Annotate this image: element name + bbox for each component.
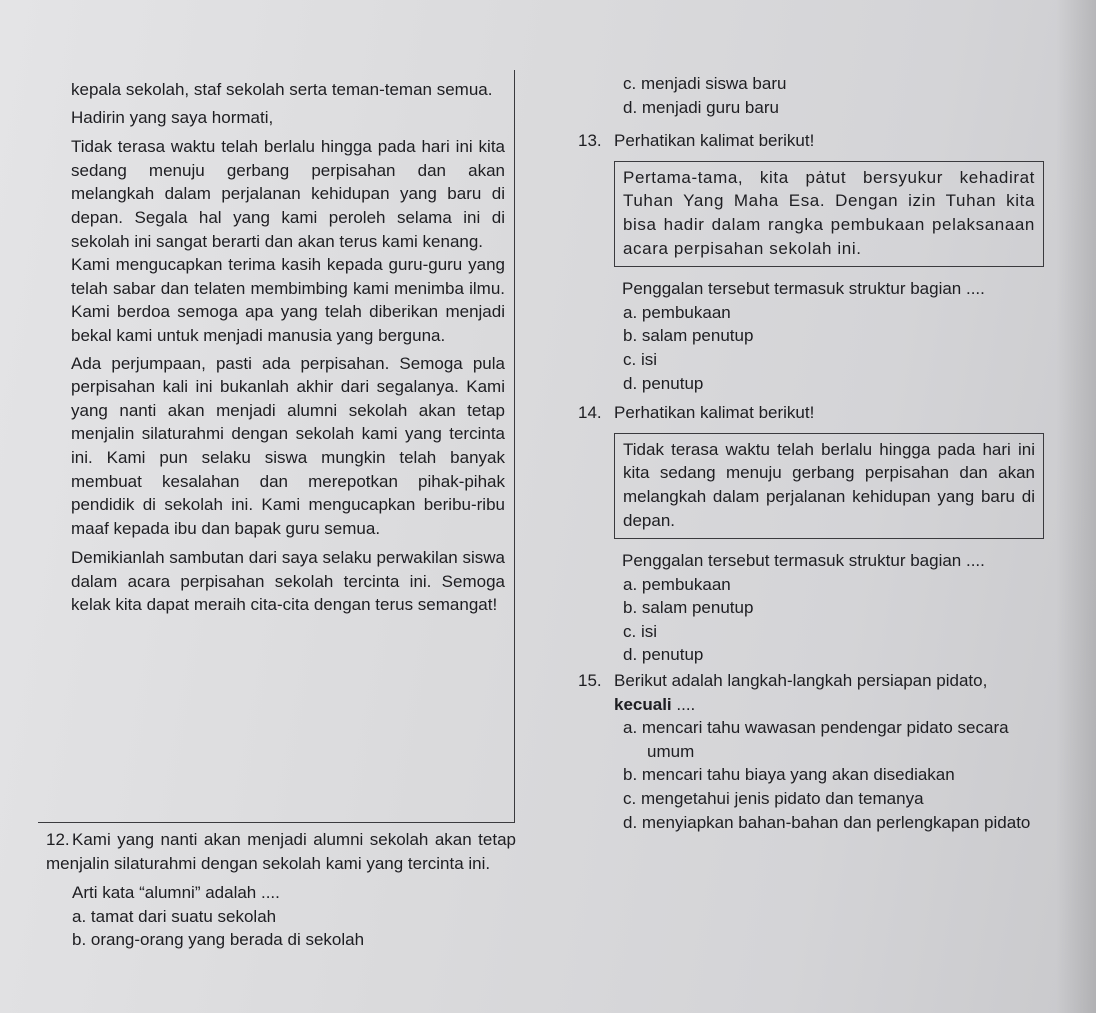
question-14-number: 14. xyxy=(578,403,602,423)
question-12-option-a[interactable]: a. tamat dari suatu sekolah xyxy=(72,906,277,926)
question-14-option-d[interactable]: d. penutup xyxy=(623,645,704,665)
speech-paragraph-4: Kami mengucapkan terima kasih kepada guru-guru yang telah sabar dan telaten membimbing kami menimba ilmu. Kami berdoa semoga apa yang telah diberikan menjadi bekal kami untuk menjadi manusia yang berguna. xyxy=(71,255,505,345)
question-13-option-d[interactable]: d. penutup xyxy=(623,373,704,393)
question-15-question xyxy=(578,669,1048,716)
speech-paragraph-6: Demikianlah sambutan dari saya selaku perwakilan siswa dalam acara perpisahan sekolah tercinta ini. Semoga kelak kita dapat meraih cita-cita dengan terus semangat! xyxy=(71,548,505,615)
question-13-number: 13. xyxy=(578,131,602,151)
question-12-sentence xyxy=(46,828,516,875)
question-14-option-b[interactable]: b. salam penutup xyxy=(623,598,754,618)
speech-paragraph-3: Tidak terasa waktu telah berlalu hingga pada hari ini kita sedang menuju gerbang perpisahan dan akan melangkah dalam perjalanan kehidupan yang baru di depan. Segala hal yang kami peroleh selama ini di sekolah ini sangat berarti dan akan terus kami kenang. xyxy=(71,137,505,251)
question-14-prompt-text: Perhatikan kalimat berikut! xyxy=(614,403,815,423)
question-15-question-start: Berikut adalah langkah-langkah persiapan pidato, xyxy=(614,671,988,691)
question-14-question: Penggalan tersebut termasuk struktur bagian .... xyxy=(622,551,985,571)
question-15-question-end: .... xyxy=(671,694,696,714)
question-13-option-a[interactable]: a. pembukaan xyxy=(623,302,731,322)
speech-paragraph-2: Hadirin yang saya hormati, xyxy=(71,107,274,127)
question-12-sentence-text: Kami yang nanti akan menjadi alumni sekolah akan tetap menjalin silaturahmi dengan sekolah kami yang tercinta ini. xyxy=(46,830,516,873)
speech-paragraph-5: Ada perjumpaan, pasti ada perpisahan. Semoga pula perpisahan kali ini bukanlah akhir dari segalanya. Kami yang nanti akan menjadi alumni sekolah akan tetap menjalin silaturahmi dengan sekolah kami yang tercinta ini. Kami pun selaku siswa mungkin telah banyak membuat kesalahan dan merepotkan pihak-pihak pendidik di sekolah ini. Kami mengucapkan beribu-ribu maaf kepada ibu dan bapak guru semua. xyxy=(71,353,505,538)
question-15-option-c[interactable]: c. mengetahui jenis pidato dan temanya xyxy=(623,789,924,809)
question-12 xyxy=(46,828,516,952)
speech-paragraph-1: kepala sekolah, staf sekolah serta teman-teman semua. xyxy=(71,80,493,99)
right-column xyxy=(578,72,1048,834)
question-12-option-b[interactable]: b. orang-orang yang berada di sekolah xyxy=(72,930,365,950)
question-12-number: 12. xyxy=(46,830,70,849)
question-13-option-b[interactable]: b. salam penutup xyxy=(623,326,754,346)
question-15-option-d[interactable]: d. menyiapkan bahan-bahan dan perlengkapan pidato xyxy=(623,812,1031,832)
question-14-quote-box: Tidak terasa waktu telah berlalu hingga pada hari ini kita sedang menuju gerbang perpisahan dan akan melangkah dalam perjalanan kehidupan yang baru di depan. xyxy=(614,433,1044,539)
question-15-option-a[interactable]: a. mencari tahu wawasan pendengar pidato secara umum xyxy=(623,718,1009,761)
page-shadow xyxy=(1056,0,1096,1013)
question-13-prompt xyxy=(578,129,1048,153)
question-15-option-b[interactable]: b. mencari tahu biaya yang akan disediakan xyxy=(623,765,955,785)
speech-text xyxy=(71,78,505,617)
question-14-option-a[interactable]: a. pembukaan xyxy=(623,574,731,594)
question-13-prompt-text: Perhatikan kalimat berikut! xyxy=(614,131,815,151)
question-13-quote-box: Pertama-tama, kita pȧtut bersyukur kehadirat Tuhan Yang Maha Esa. Dengan izin Tuhan kita bisa hadir dalam rangka pembukaan pelaksanaan acara perpisahan sekolah ini. xyxy=(614,161,1044,267)
question-12-option-d[interactable]: d. menjadi guru baru xyxy=(623,97,779,117)
question-12-question: Arti kata “alumni” adalah .... xyxy=(72,883,280,903)
question-13-question: Penggalan tersebut termasuk struktur bagian .... xyxy=(622,279,985,299)
question-14-option-c[interactable]: c. isi xyxy=(623,621,657,641)
question-15-number: 15. xyxy=(578,671,602,691)
question-12-option-c[interactable]: c. menjadi siswa baru xyxy=(623,74,787,93)
question-14-prompt xyxy=(578,401,1048,425)
question-15-question-bold: kecuali xyxy=(614,694,672,714)
question-13-option-c[interactable]: c. isi xyxy=(623,349,657,369)
